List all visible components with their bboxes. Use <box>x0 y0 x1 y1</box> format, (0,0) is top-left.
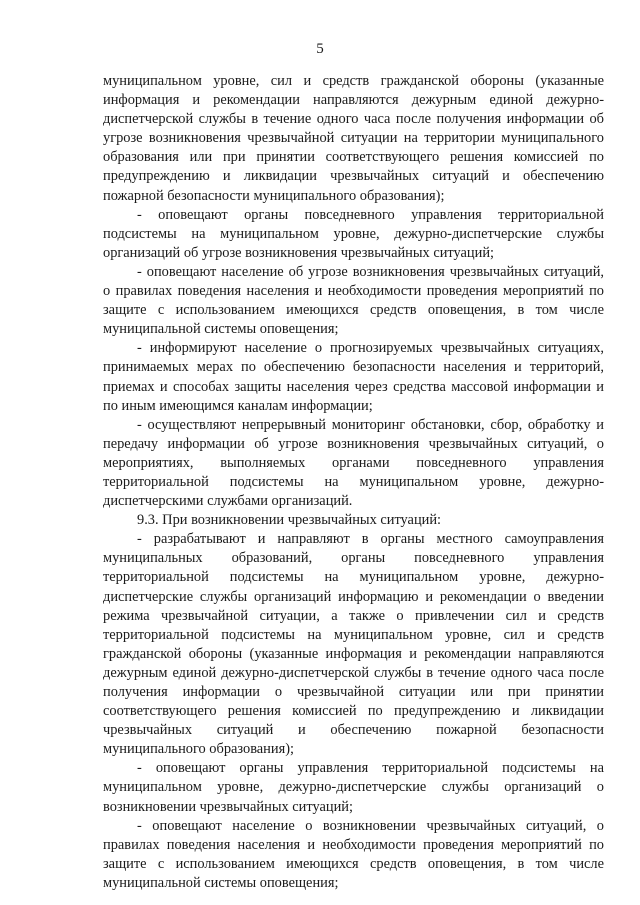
page-number: 5 <box>316 41 324 57</box>
paragraph: - разрабатывают и направляют в органы местного самоуправления муниципальных образований, органы повседневного управления территориальной подсистемы на муниципальном уровне, дежурно-диспетчерские службы организаций информацию и рекомендации о введении режима чрезвычайной ситуации, а также о привлечении сил и средств территориальной подсистемы на муниципальном уровне, сил и средств гражданской обороны (указанные информация и рекомендации направляются дежурным единой дежурно-диспетчерской службы в течение одного часа после получения информации о чрезвычайной ситуации или при принятии соответствующего решения комиссией по предупреждению и ликвидации чрезвычайных ситуаций и обеспечению пожарной безопасности муниципального образования); <box>103 531 604 758</box>
paragraph: - информируют население о прогнозируемых чрезвычайных ситуациях, принимаемых мерах по обеспечению безопасности населения и территорий, приемах и способах защиты населения через средства массовой информации и по иным имеющимся каналам информации; <box>103 340 604 414</box>
paragraph: - осуществляют непрерывный мониторинг обстановки, сбор, обработку и передачу информации об угрозе возникновения чрезвычайных ситуаций, о мероприятиях, выполняемых органами повседневного управления территориальной подсистемы на муниципальном уровне, дежурно-диспетчерскими службами организаций. <box>103 416 604 510</box>
section-heading: 9.3. При возникновении чрезвычайных ситуаций: <box>137 512 442 529</box>
document-body <box>103 72 604 893</box>
paragraph: - оповещают органы повседневного управления территориальной подсистемы на муниципальном уровне, дежурно-диспетчерские службы организаций об угрозе возникновения чрезвычайных ситуаций; <box>103 206 604 261</box>
paragraph: - оповещают органы управления территориальной подсистемы на муниципальном уровне, дежурно-диспетчерские службы организаций о возникновении чрезвычайных ситуаций; <box>103 760 604 815</box>
paragraph: муниципальном уровне, сил и средств гражданской обороны (указанные информация и рекомендации направляются дежурным единой дежурно-диспетчерской службы в течение одного часа после получения информации об угрозе возникновения чрезвычайной ситуации на территории муниципального образования или при принятии соответствующего решения комиссией по предупреждению и ликвидации чрезвычайных ситуаций и обеспечению пожарной безопасности муниципального образования); <box>103 73 604 204</box>
paragraph: - оповещают население об угрозе возникновения чрезвычайных ситуаций, о правилах поведения населения и необходимости проведения мероприятий по защите с использованием имеющихся средств оповещения, в том числе муниципальной системы оповещения; <box>103 263 604 338</box>
paragraph: - оповещают население о возникновении чрезвычайных ситуаций, о правилах поведения населения и необходимости проведения мероприятий по защите с использованием имеющихся средств оповещения, в том числе муниципальной системы оповещения; <box>103 817 604 891</box>
